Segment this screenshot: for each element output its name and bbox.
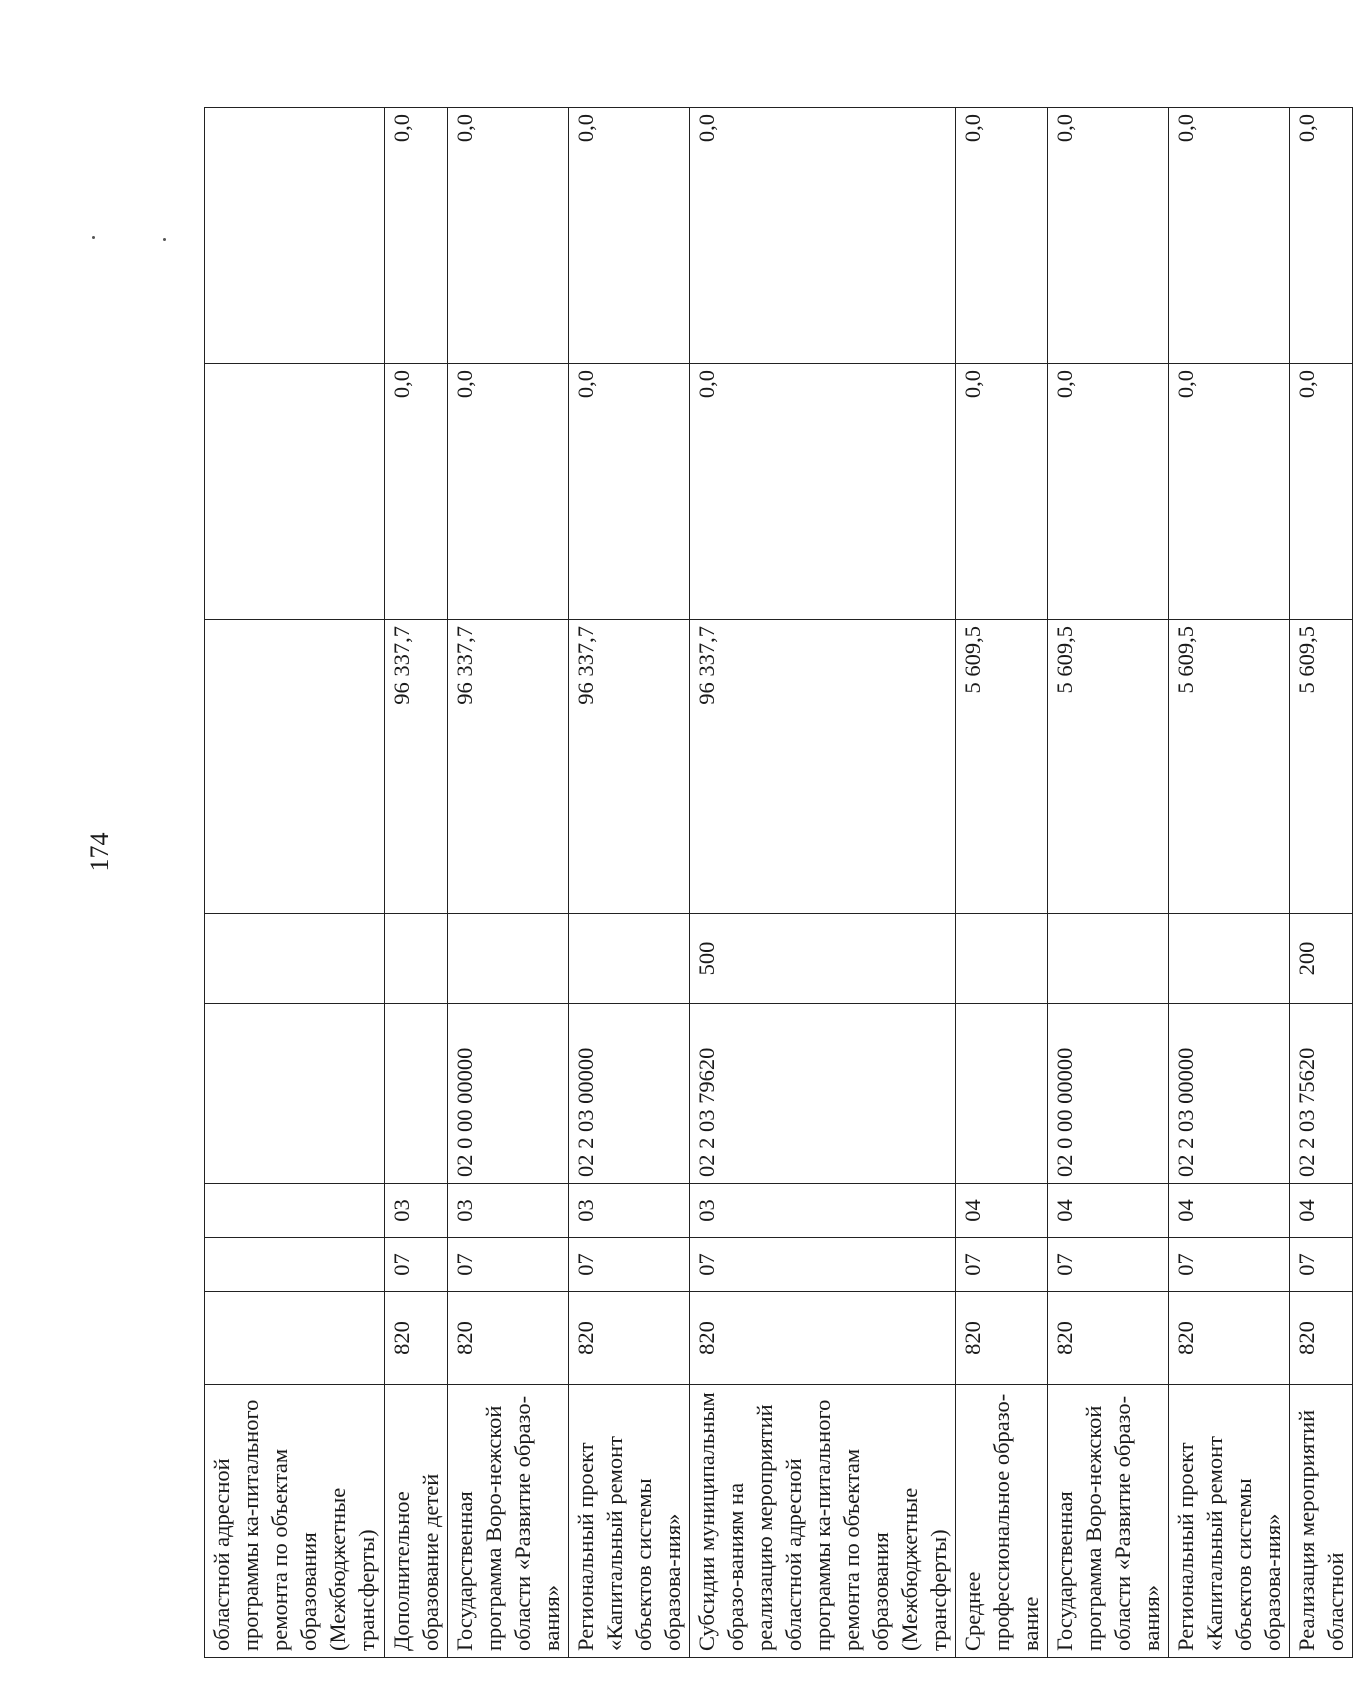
table-row	[1290, 108, 1353, 1658]
cell-grbs: 820	[1048, 1292, 1169, 1385]
cell-description: Региональный проект «Капитальный ремонт объектов системы образова-ния»	[569, 1385, 690, 1658]
scan-speck	[92, 236, 95, 239]
cell-grbs: 820	[1290, 1292, 1353, 1385]
cell-target-article: 02 2 03 00000	[569, 1004, 690, 1184]
cell-sum-year1: 96 337,7	[448, 620, 569, 914]
cell-subsection: 03	[448, 1184, 569, 1238]
cell-sum-year2: 0,0	[569, 364, 690, 620]
cell-description: Региональный проект «Капитальный ремонт объектов системы образова-ния»	[1169, 1385, 1290, 1658]
table-row	[690, 108, 956, 1658]
cell-subsection: 03	[569, 1184, 690, 1238]
cell-grbs: 820	[690, 1292, 956, 1385]
cell-section: 07	[1048, 1238, 1169, 1292]
cell-sum-year2: 0,0	[1290, 364, 1353, 620]
cell-subsection: 03	[690, 1184, 956, 1238]
cell-grbs: 820	[385, 1292, 448, 1385]
cell-sum-year2: 0,0	[385, 364, 448, 620]
cell-sum-year3: 0,0	[1290, 108, 1353, 364]
cell-target-article: 02 0 00 00000	[448, 1004, 569, 1184]
cell-section	[205, 1238, 385, 1292]
table-body	[205, 108, 1353, 1658]
cell-sum-year1: 5 609,5	[956, 620, 1048, 914]
cell-target-article: 02 0 00 00000	[1048, 1004, 1169, 1184]
table-row	[956, 108, 1048, 1658]
cell-sum-year1: 5 609,5	[1290, 620, 1353, 914]
table-row	[569, 108, 690, 1658]
cell-section: 07	[690, 1238, 956, 1292]
cell-sum-year3: 0,0	[569, 108, 690, 364]
cell-section: 07	[448, 1238, 569, 1292]
cell-sum-year2: 0,0	[448, 364, 569, 620]
cell-expense-type	[1048, 914, 1169, 1004]
cell-sum-year2: 0,0	[1048, 364, 1169, 620]
cell-section: 07	[1290, 1238, 1353, 1292]
budget-table	[204, 107, 1353, 1658]
cell-subsection	[205, 1184, 385, 1238]
cell-description: Реализация мероприятий областной	[1290, 1385, 1353, 1658]
cell-expense-type	[569, 914, 690, 1004]
cell-description: Государственная программа Воро-нежской области «Развитие образо-вания»	[1048, 1385, 1169, 1658]
cell-subsection: 04	[1048, 1184, 1169, 1238]
cell-target-article: 02 2 03 75620	[1290, 1004, 1353, 1184]
cell-section: 07	[956, 1238, 1048, 1292]
cell-expense-type	[1169, 914, 1290, 1004]
rotated-table-container	[204, 108, 1348, 1658]
cell-section: 07	[385, 1238, 448, 1292]
table-row	[1169, 108, 1290, 1658]
scan-speck	[163, 238, 166, 241]
cell-sum-year2: 0,0	[1169, 364, 1290, 620]
cell-sum-year3: 0,0	[956, 108, 1048, 364]
cell-sum-year1: 96 337,7	[690, 620, 956, 914]
cell-expense-type	[956, 914, 1048, 1004]
cell-sum-year2	[205, 364, 385, 620]
cell-target-article	[205, 1004, 385, 1184]
page-number: 174	[85, 832, 114, 872]
cell-subsection: 04	[1290, 1184, 1353, 1238]
cell-expense-type: 500	[690, 914, 956, 1004]
cell-section: 07	[1169, 1238, 1290, 1292]
cell-section: 07	[569, 1238, 690, 1292]
cell-grbs: 820	[569, 1292, 690, 1385]
cell-grbs: 820	[448, 1292, 569, 1385]
cell-description: Субсидии муниципальным образо-ваниям на реализацию мероприятий областной адресной программы ка-питального ремонта по объектам образования (Межбюджетные трансферты)	[690, 1385, 956, 1658]
cell-sum-year1: 5 609,5	[1048, 620, 1169, 914]
cell-sum-year1: 96 337,7	[569, 620, 690, 914]
cell-description: Среднее профессиональное образо-вание	[956, 1385, 1048, 1658]
cell-expense-type	[385, 914, 448, 1004]
cell-grbs: 820	[956, 1292, 1048, 1385]
cell-description: Государственная программа Воро-нежской области «Развитие образо-вания»	[448, 1385, 569, 1658]
cell-grbs	[205, 1292, 385, 1385]
cell-sum-year3: 0,0	[448, 108, 569, 364]
cell-sum-year3: 0,0	[690, 108, 956, 364]
cell-description: областной адресной программы ка-питального ремонта по объектам образования (Межбюджетные трансферты)	[205, 1385, 385, 1658]
cell-sum-year3: 0,0	[1169, 108, 1290, 364]
cell-sum-year1: 5 609,5	[1169, 620, 1290, 914]
table-row	[1048, 108, 1169, 1658]
cell-sum-year1: 96 337,7	[385, 620, 448, 914]
table-row	[448, 108, 569, 1658]
cell-sum-year2: 0,0	[690, 364, 956, 620]
cell-expense-type	[448, 914, 569, 1004]
cell-sum-year2: 0,0	[956, 364, 1048, 620]
cell-expense-type: 200	[1290, 914, 1353, 1004]
cell-target-article: 02 2 03 00000	[1169, 1004, 1290, 1184]
cell-grbs: 820	[1169, 1292, 1290, 1385]
table-row	[205, 108, 385, 1658]
cell-sum-year1	[205, 620, 385, 914]
cell-target-article: 02 2 03 79620	[690, 1004, 956, 1184]
cell-expense-type	[205, 914, 385, 1004]
cell-sum-year3: 0,0	[1048, 108, 1169, 364]
cell-sum-year3	[205, 108, 385, 364]
cell-sum-year3: 0,0	[385, 108, 448, 364]
cell-target-article	[956, 1004, 1048, 1184]
cell-subsection: 04	[956, 1184, 1048, 1238]
table-row	[385, 108, 448, 1658]
cell-description: Дополнительное образование детей	[385, 1385, 448, 1658]
cell-target-article	[385, 1004, 448, 1184]
cell-subsection: 03	[385, 1184, 448, 1238]
cell-subsection: 04	[1169, 1184, 1290, 1238]
